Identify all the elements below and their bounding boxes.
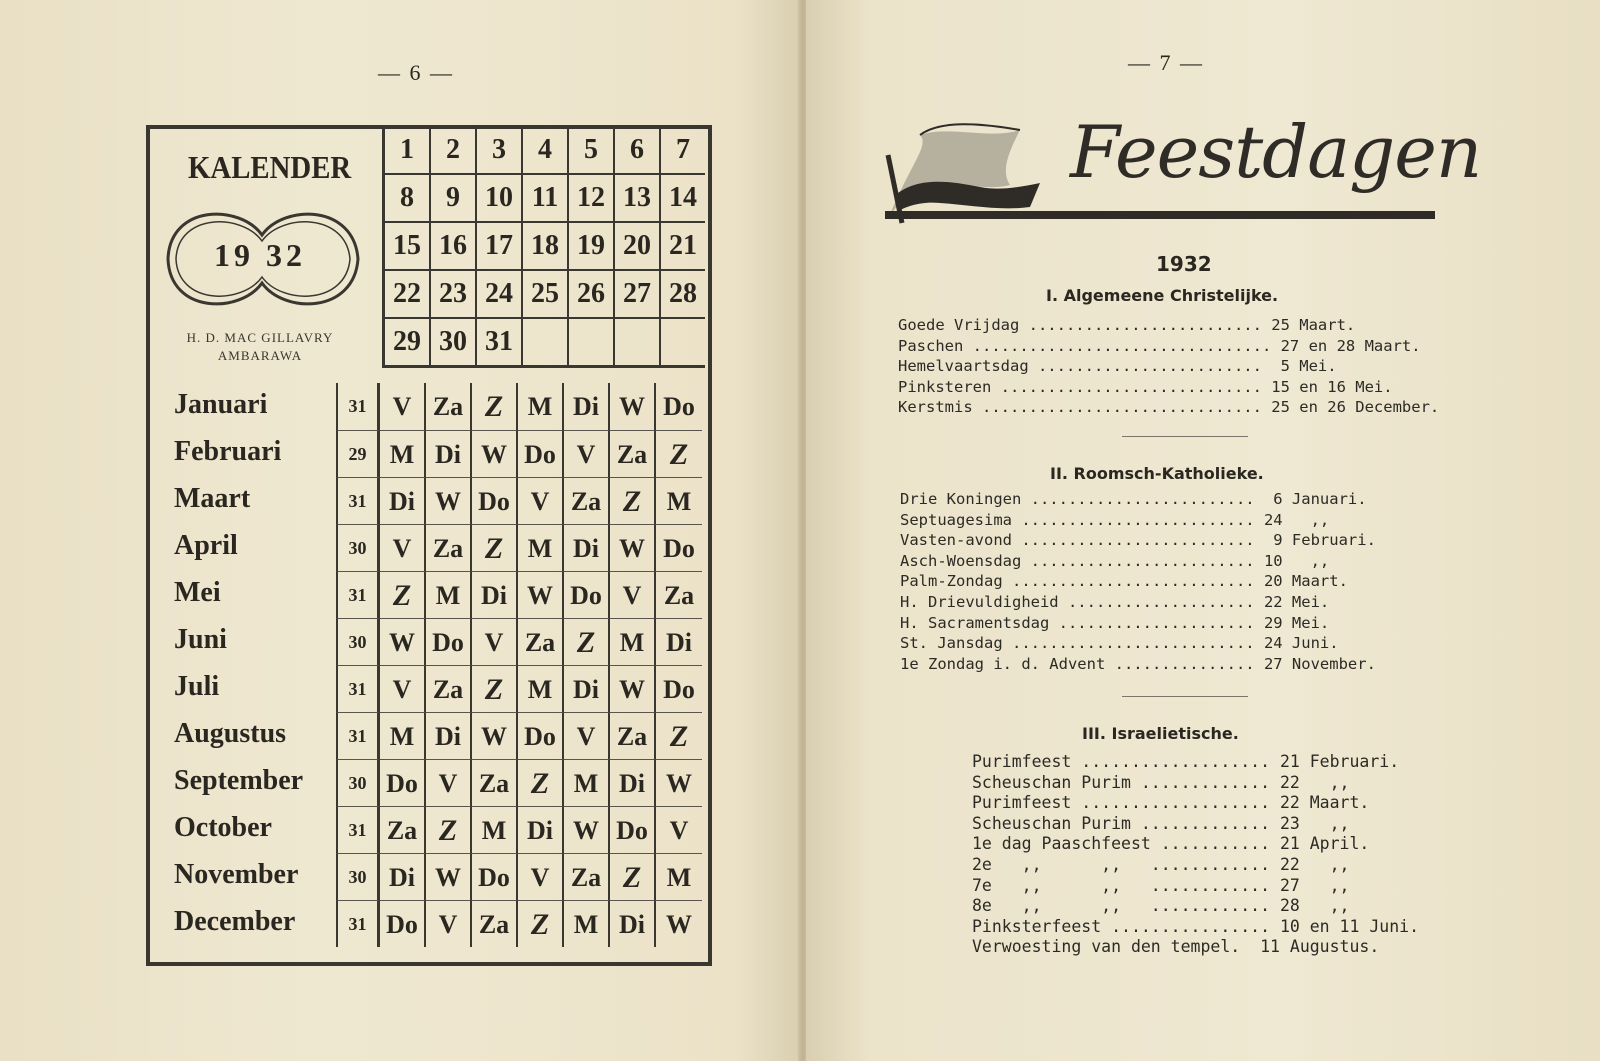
- date-cell: 8: [384, 174, 431, 222]
- date-cell: 1: [384, 127, 431, 174]
- weekday-cells: [380, 665, 702, 712]
- weekday-cell: M: [380, 712, 426, 759]
- weekday-cell: V: [426, 900, 472, 947]
- weekday-cell: W: [518, 571, 564, 618]
- weekday-cell: M: [564, 900, 610, 947]
- month-day-count: 31: [336, 665, 380, 712]
- calendar-frame: [146, 125, 712, 966]
- holiday-line: 8e ,, ,, ............ 28 ,,: [972, 896, 1350, 916]
- calendar-year: 19 32: [214, 237, 306, 273]
- month-name: September: [174, 765, 304, 796]
- month-name: April: [174, 530, 238, 561]
- weekday-cell: Di: [426, 712, 472, 759]
- holiday-line: Palm-Zondag .......................... 20 Maart.: [900, 572, 1348, 591]
- weekday-cell: W: [380, 618, 426, 665]
- weekday-cell: Z: [426, 806, 472, 853]
- weekday-cell: V: [564, 712, 610, 759]
- publisher-block: [160, 329, 360, 365]
- weekday-cell: Di: [380, 477, 426, 524]
- holiday-line: Goede Vrijdag ......................... 25 Maart.: [898, 316, 1356, 334]
- date-cell: 11: [522, 174, 568, 222]
- date-cell: 7: [676, 134, 690, 165]
- weekday-cell: W: [472, 430, 518, 477]
- weekday-cell: Di: [518, 806, 564, 853]
- weekday-cell: M: [518, 665, 564, 712]
- weekday-cell: Z: [472, 524, 518, 571]
- weekday-cell: Do: [472, 477, 518, 524]
- date-cell: 9: [430, 174, 476, 222]
- weekday-cell: Z: [472, 383, 518, 430]
- month-name: Maart: [174, 483, 251, 514]
- weekday-cell: Do: [610, 806, 656, 853]
- weekday-cell: M: [656, 853, 702, 900]
- weekday-cell: Di: [610, 759, 656, 806]
- weekday-cell: Di: [564, 383, 610, 430]
- holiday-line: Vasten-avond ......................... 9 Februari.: [900, 531, 1376, 550]
- weekday-cell: V: [472, 618, 518, 665]
- date-cell: 21: [660, 222, 705, 270]
- weekday-cells: [380, 383, 702, 430]
- weekday-cells: [380, 618, 702, 665]
- date-cell: [522, 318, 568, 367]
- month-name: Februari: [174, 436, 282, 467]
- weekday-cell: M: [518, 524, 564, 571]
- month-row: [150, 665, 708, 712]
- month-day-count: 31: [336, 806, 380, 853]
- section-divider: [1122, 436, 1248, 437]
- page-number: — 6 —: [378, 60, 454, 85]
- month-name: December: [174, 906, 296, 937]
- holiday-line: Drie Koningen ........................ 6 Januari.: [900, 490, 1367, 508]
- weekday-cell: Di: [380, 853, 426, 900]
- publisher-place: AMBARAWA: [217, 348, 303, 363]
- date-cell: 3: [476, 127, 522, 174]
- month-row: [150, 524, 708, 571]
- date-cell: 4: [522, 127, 568, 174]
- month-row: [150, 853, 708, 900]
- weekday-cell: M: [564, 759, 610, 806]
- holiday-line: Hemelvaartsdag ........................ 5 Mei.: [898, 357, 1337, 376]
- weekday-cell: W: [610, 665, 656, 712]
- weekday-cell: W: [564, 806, 610, 853]
- date-cell: 23: [430, 270, 476, 318]
- month-name: Mei: [174, 577, 221, 608]
- weekday-cell: Za: [610, 712, 656, 759]
- weekday-cell: W: [610, 524, 656, 571]
- holiday-line: Paschen ................................ 27 en 28 Maart.: [898, 336, 1421, 355]
- weekday-cell: V: [518, 853, 564, 900]
- publisher-name: H. D. MAC GILLAVRY: [186, 330, 334, 345]
- holiday-line: Kerstmis .............................. 25 en 26 December.: [898, 398, 1440, 417]
- weekday-cell: V: [656, 806, 702, 853]
- holiday-line: 7e ,, ,, ............ 27 ,,: [972, 875, 1350, 895]
- weekday-cell: Za: [426, 524, 472, 571]
- weekday-cell: W: [610, 383, 656, 430]
- holiday-line: Verwoesting van den tempel. 11 Augustus.: [972, 937, 1380, 957]
- month-row: [150, 806, 708, 853]
- weekday-cell: M: [610, 618, 656, 665]
- weekday-cell: V: [380, 524, 426, 571]
- date-cell: [614, 318, 660, 367]
- weekday-cell: M: [426, 571, 472, 618]
- date-cell: 20: [614, 222, 660, 270]
- date-cell: 10: [476, 174, 522, 222]
- holiday-line: H. Drievuldigheid .................... 22 Mei.: [900, 593, 1330, 611]
- holiday-line: Purimfeest ................... 22 Maart.: [972, 793, 1370, 813]
- calendar-title: KALENDER: [188, 149, 352, 185]
- weekday-cell: Do: [656, 524, 702, 571]
- date-row: [384, 222, 706, 270]
- month-day-count: 29: [336, 430, 380, 477]
- holiday-line: 1e dag Paaschfeest ........... 21 April.: [972, 834, 1370, 854]
- date-cell: 13: [614, 174, 660, 222]
- weekday-cells: [380, 900, 702, 947]
- weekday-cell: Do: [426, 618, 472, 665]
- weekday-cell: Za: [610, 430, 656, 477]
- holiday-line: 2e ,, ,, ............ 22 ,,: [972, 855, 1350, 874]
- weekday-cell: Do: [656, 665, 702, 712]
- date-row: [384, 270, 706, 318]
- weekday-cells: [380, 759, 702, 806]
- holidays-title: Feestdagen: [1070, 110, 1482, 194]
- weekday-cell: Do: [564, 571, 610, 618]
- date-cell: 31: [476, 318, 522, 367]
- date-row: [384, 127, 706, 174]
- date-cell: 30: [430, 318, 476, 367]
- date-cell: 5: [568, 127, 614, 174]
- month-name: Augustus: [174, 718, 287, 749]
- holiday-line: Pinksteren ............................ 15 en 16 Mei.: [898, 377, 1393, 396]
- date-cell: 26: [568, 270, 614, 318]
- date-cell: 27: [614, 270, 660, 318]
- month-day-count: 31: [336, 712, 380, 759]
- date-row: [384, 174, 706, 222]
- weekday-cell: Z: [656, 430, 702, 477]
- weekday-cell: Za: [656, 571, 702, 618]
- weekday-cell: Za: [426, 665, 472, 712]
- weekday-cell: Di: [610, 900, 656, 947]
- month-row: [150, 759, 708, 806]
- month-row: [150, 430, 708, 477]
- month-day-count: 31: [336, 900, 380, 947]
- date-cell: 28: [660, 270, 705, 318]
- date-cell: 2: [430, 127, 476, 174]
- weekday-cells: [380, 806, 702, 853]
- holiday-line: Scheuschan Purim ............. 22 ,,: [972, 772, 1350, 792]
- weekday-cell: W: [656, 900, 702, 947]
- month-name: Januari: [174, 389, 268, 420]
- date-cell: 18: [522, 222, 568, 270]
- date-grid: [382, 127, 705, 368]
- weekday-cell: M: [656, 477, 702, 524]
- date-cell: 19: [568, 222, 614, 270]
- weekday-cell: W: [426, 477, 472, 524]
- holidays-year: 1932: [1156, 252, 1212, 276]
- date-row: [384, 318, 706, 367]
- weekday-cell: Do: [380, 759, 426, 806]
- date-cell: 22: [384, 270, 431, 318]
- weekday-cell: W: [472, 712, 518, 759]
- month-day-count: 30: [336, 524, 380, 571]
- weekday-cell: Z: [518, 900, 564, 947]
- section-heading: I. Algemeene Christelijke.: [1046, 286, 1279, 305]
- date-cell: 15: [384, 222, 431, 270]
- weekday-cell: Di: [564, 524, 610, 571]
- weekday-cell: V: [380, 665, 426, 712]
- weekday-cell: Za: [564, 477, 610, 524]
- weekday-cell: Za: [426, 383, 472, 430]
- weekday-cells: [380, 524, 702, 571]
- month-day-count: 30: [336, 853, 380, 900]
- section-heading: II. Roomsch-Katholieke.: [1050, 464, 1264, 483]
- weekday-cell: Z: [610, 477, 656, 524]
- weekday-cells: [380, 853, 702, 900]
- holiday-line: H. Sacramentsdag ..................... 29 Mei.: [900, 613, 1330, 632]
- weekday-cells: [380, 571, 702, 618]
- weekday-cells: [380, 712, 702, 759]
- weekday-cell: Do: [518, 712, 564, 759]
- month-name: October: [174, 812, 272, 843]
- weekday-cell: Za: [472, 900, 518, 947]
- holiday-line: Pinksterfeest ................ 10 en 11 Juni.: [972, 916, 1420, 936]
- weekday-cell: V: [610, 571, 656, 618]
- weekday-cell: Do: [380, 900, 426, 947]
- month-row: [150, 618, 708, 665]
- weekday-cell: Di: [656, 618, 702, 665]
- weekday-cell: Do: [472, 853, 518, 900]
- date-cell: 17: [476, 222, 522, 270]
- month-row: [150, 712, 708, 759]
- month-row: [150, 571, 708, 618]
- weekday-cells: [380, 477, 702, 524]
- weekday-cell: V: [564, 430, 610, 477]
- holiday-line: Purimfeest ................... 21 Februari.: [972, 752, 1400, 771]
- holiday-line: St. Jansdag .......................... 24 Juni.: [900, 634, 1339, 653]
- date-cell: 16: [430, 222, 476, 270]
- month-day-count: 30: [336, 618, 380, 665]
- date-cell: [660, 318, 705, 367]
- weekday-cell: M: [472, 806, 518, 853]
- weekday-cell: W: [656, 759, 702, 806]
- weekday-cell: M: [380, 430, 426, 477]
- weekday-cell: V: [380, 383, 426, 430]
- holiday-line: Septuagesima ......................... 24 ,,: [900, 510, 1330, 529]
- weekday-cell: Z: [518, 759, 564, 806]
- calendar-header: [150, 129, 708, 365]
- weekday-cells: [380, 430, 702, 477]
- date-cell: 24: [476, 270, 522, 318]
- weekday-cell: Di: [426, 430, 472, 477]
- holiday-line: Scheuschan Purim ............. 23 ,,: [972, 813, 1350, 833]
- date-cell: 12: [568, 174, 614, 222]
- month-day-count: 31: [336, 477, 380, 524]
- holiday-line: 1e Zondag i. d. Advent ............... 27 November.: [900, 654, 1376, 673]
- date-cell: 14: [660, 174, 705, 222]
- section-divider: [1122, 696, 1248, 697]
- section-heading: III. Israelietische.: [1082, 724, 1239, 743]
- weekday-cell: Za: [518, 618, 564, 665]
- month-row: [150, 477, 708, 524]
- weekday-cell: Di: [472, 571, 518, 618]
- month-row: [150, 383, 708, 430]
- date-cell: [568, 318, 614, 367]
- month-name: Juni: [174, 624, 227, 655]
- date-cell: 29: [384, 318, 431, 367]
- weekday-cell: V: [426, 759, 472, 806]
- weekday-cell: Do: [663, 392, 695, 421]
- weekday-cell: Z: [656, 712, 702, 759]
- weekday-cell: M: [518, 383, 564, 430]
- weekday-cell: Z: [564, 618, 610, 665]
- weekday-cell: Z: [610, 853, 656, 900]
- weekday-cell: Za: [564, 853, 610, 900]
- holiday-line: Asch-Woensdag ........................ 10 ,,: [900, 551, 1330, 570]
- month-table: [150, 383, 708, 947]
- month-day-count: 30: [336, 759, 380, 806]
- weekday-cell: Z: [380, 571, 426, 618]
- month-name: November: [174, 859, 299, 890]
- weekday-cell: Z: [472, 665, 518, 712]
- month-row: [150, 900, 708, 947]
- date-cell: 25: [522, 270, 568, 318]
- month-name: Juli: [174, 671, 220, 702]
- weekday-cell: Do: [518, 430, 564, 477]
- page-number-right: — 7 —: [1128, 50, 1204, 75]
- weekday-cell: Di: [564, 665, 610, 712]
- weekday-cell: W: [426, 853, 472, 900]
- weekday-cell: Za: [472, 759, 518, 806]
- month-day-count: 31: [336, 571, 380, 618]
- month-day-count: 31: [336, 383, 380, 430]
- date-cell: 6: [614, 127, 660, 174]
- weekday-cell: V: [518, 477, 564, 524]
- weekday-cell: Za: [380, 806, 426, 853]
